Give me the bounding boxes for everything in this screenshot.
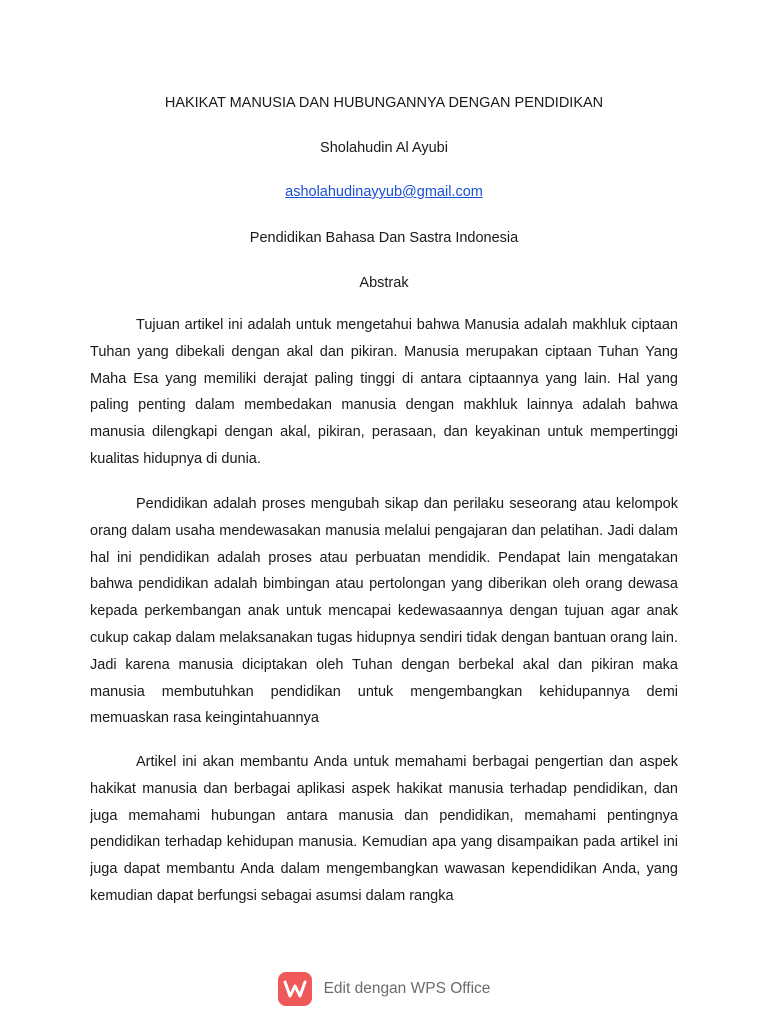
author-email-link[interactable]: asholahudinayyub@gmail.com — [285, 184, 483, 200]
wps-office-logo-icon — [278, 972, 312, 1006]
author-name: Sholahudin Al Ayubi — [320, 140, 448, 156]
study-program: Pendidikan Bahasa Dan Sastra Indonesia — [249, 230, 519, 246]
edit-with-wps-button[interactable] — [0, 966, 768, 1012]
abstract-paragraph-3: Artikel ini akan membantu Anda untuk memahami berbagai pengertian dan aspek hakikat manusia dan berbagai aplikasi aspek hakikat manusia terhadap pendidikan, dan juga memahami hubungan antara manusia dan pendidikan, memahami pentingnya pendidikan terhadap kehidupan manusia. Kemudian apa yang disampaikan pada artikel ini juga dapat membantu Anda dalam mengembangkan wawasan kependidikan Anda, yang kemudian dapat berfungsi sebagai asumsi dalam rangka — [90, 754, 678, 904]
edit-with-wps-label: Edit dengan WPS Office — [323, 980, 491, 997]
author-email-line — [0, 182, 768, 202]
abstract-heading: Abstrak — [359, 275, 409, 291]
abstract-paragraph-1: Tujuan artikel ini adalah untuk mengetahui bahwa Manusia adalah makhluk ciptaan Tuhan yang dibekali dengan akal dan pikiran. Manusia merupakan ciptaan Tuhan Yang Maha Esa yang memiliki derajat paling tinggi di antara ciptaannya yang lain. Hal yang paling penting dalam membedakan manusia dengan makhluk lainnya adalah bahwa manusia dilengkapi dengan akal, pikiran, perasaan, dan keyakinan untuk mempertinggi kualitas hidupnya di dunia. — [90, 317, 678, 467]
document-title: HAKIKAT MANUSIA DAN HUBUNGANNYA DENGAN PENDIDIKAN — [164, 95, 604, 111]
abstract-paragraph-2: Pendidikan adalah proses mengubah sikap dan perilaku seseorang atau kelompok orang dalam usaha mendewasakan manusia melalui pengajaran dan pelatihan. Jadi dalam hal ini pendidikan adalah proses atau perbuatan mendidik. Pendapat lain mengatakan bahwa pendidikan adalah bimbingan atau pertolongan yang diberikan oleh orang dewasa kepada perkembangan anak untuk mencapai kedewasaannya dengan tujuan agar anak cukup cakap dalam melaksanakan tugas hidupnya sendiri tidak dengan bantuan orang lain. Jadi karena manusia diciptakan oleh Tuhan dengan berbekal akal dan pikiran maka manusia membutuhkan pendidikan untuk mengembangkan kehidupannya demi memuaskan rasa keingintahuannya — [90, 496, 678, 727]
